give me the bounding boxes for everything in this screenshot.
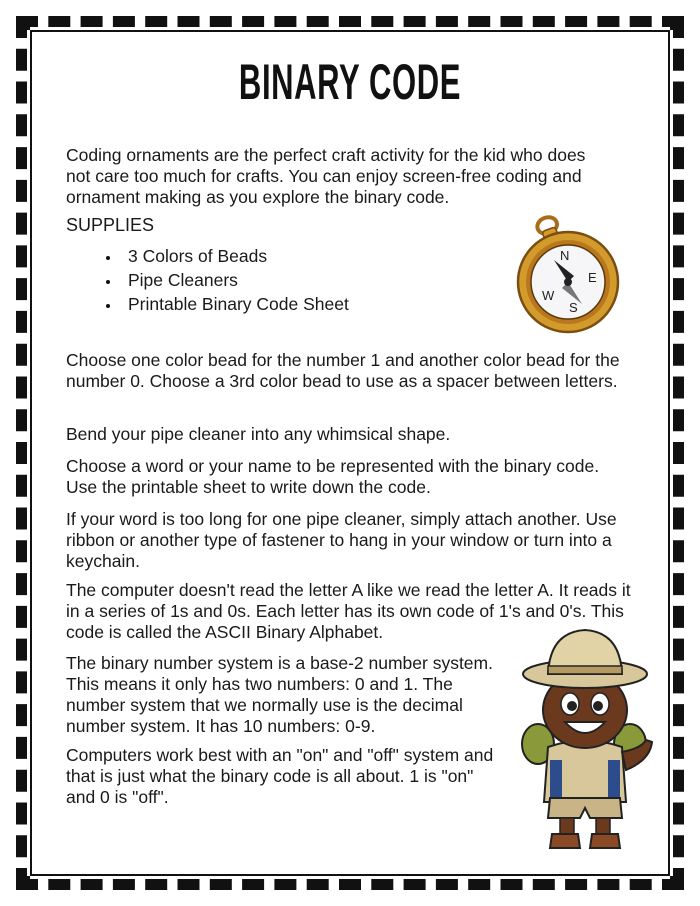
paragraph-word: Choose a word or your name to be represented with the binary code. Use the printable sheet to write down the code. [66, 456, 600, 497]
list-item: 3 Colors of Beads [104, 244, 349, 268]
paragraph-computer: The computer doesn't read the letter A like we read the letter A. It reads it in a series of 1s and 0s. Each letter has its own code of 1's and 0's. This code is called the ASCII Binary Alphabet. [66, 580, 631, 642]
compass-letter-w: W [542, 288, 555, 303]
paragraph-bend: Bend your pipe cleaner into any whimsical shape. [66, 424, 451, 444]
paragraph-attach: If your word is too long for one pipe cleaner, simply attach another. Use ribbon or another type of fastener to hang in your window or turn into a keychain. [66, 509, 617, 571]
border-corner [16, 16, 30, 30]
supplies-list [104, 244, 349, 316]
compass-letter-s: S [569, 300, 578, 315]
page-title: BINARY CODE [238, 54, 462, 110]
list-item: Pipe Cleaners [104, 268, 349, 292]
explorer-kid-illustration [510, 622, 660, 854]
paragraph-beads: Choose one color bead for the number 1 and another color bead for the number 0. Choose a 3rd color bead to use as a spacer between letters. [66, 350, 620, 391]
compass-icon [508, 210, 626, 338]
paragraph-on-off: Computers work best with an "on" and "off" system and that is just what the binary code is all about. 1 is "on" and 0 is "off". [66, 745, 494, 807]
intro-paragraph: Coding ornaments are the perfect craft activity for the kid who does not care too much for crafts. You can enjoy screen-free coding and ornament making as you explore the binary code. [66, 145, 586, 207]
border-corner [670, 16, 684, 30]
paragraph-binary-system: The binary number system is a base-2 number system. This means it only has two numbers: 0 and 1. The number system that we normally use is the decimal number system. It has 10 numbers: 0-9. [66, 653, 493, 736]
border-corner [16, 876, 30, 890]
supplies-heading: SUPPLIES [66, 215, 155, 235]
compass-letter-n: N [560, 248, 570, 263]
border-corner [670, 876, 684, 890]
list-item: Printable Binary Code Sheet [104, 292, 349, 316]
compass-letter-e: E [588, 270, 597, 285]
